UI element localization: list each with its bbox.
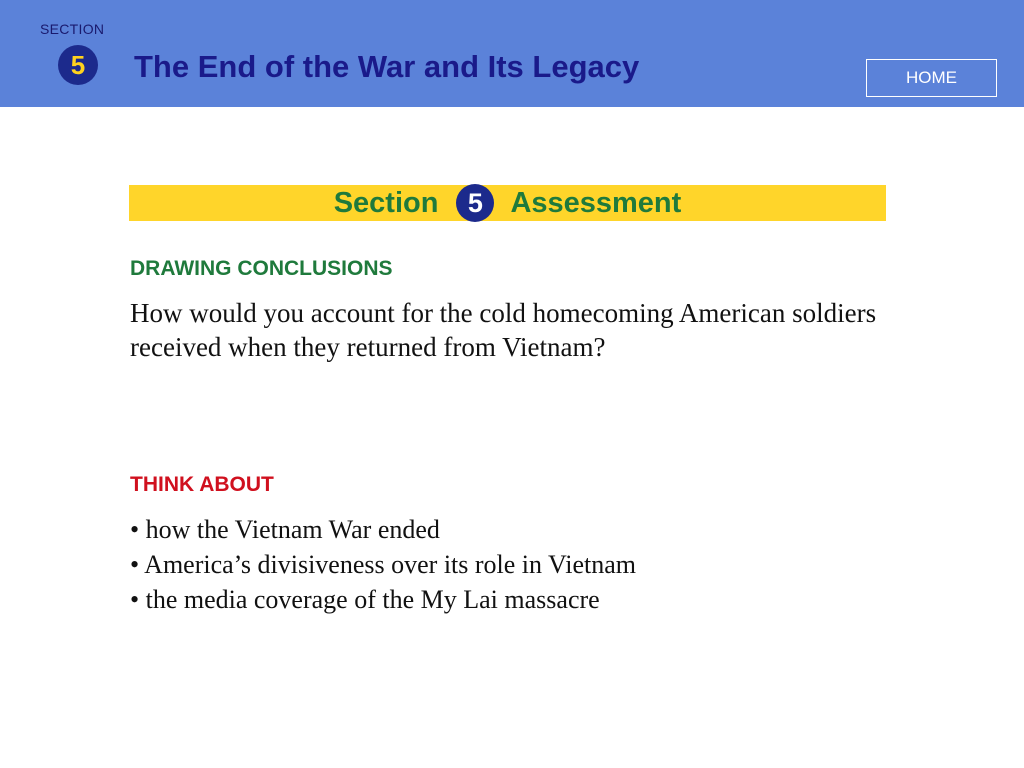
- section-label: SECTION: [40, 21, 105, 37]
- think-about-heading: THINK ABOUT: [130, 473, 274, 496]
- assessment-word: Assessment: [510, 186, 682, 219]
- assessment-number-badge: 5: [456, 184, 494, 222]
- assessment-section-word: Section: [333, 186, 439, 219]
- page-title: The End of the War and Its Legacy: [134, 49, 640, 84]
- list-item: • America’s divisiveness over its role in Vietnam: [130, 550, 637, 579]
- drawing-conclusions-heading: DRAWING CONCLUSIONS: [130, 257, 393, 280]
- list-item: • how the Vietnam War ended: [130, 515, 440, 544]
- home-button[interactable]: HOME: [866, 59, 997, 97]
- header-banner: [0, 0, 1024, 107]
- section-assessment-bar: [129, 185, 886, 221]
- list-item: • the media coverage of the My Lai massacre: [130, 585, 600, 614]
- section-number-badge: 5: [58, 45, 98, 85]
- question-text: How would you account for the cold homecoming American soldiers received when they returned from Vietnam?: [130, 298, 877, 362]
- think-about-list: [130, 512, 890, 617]
